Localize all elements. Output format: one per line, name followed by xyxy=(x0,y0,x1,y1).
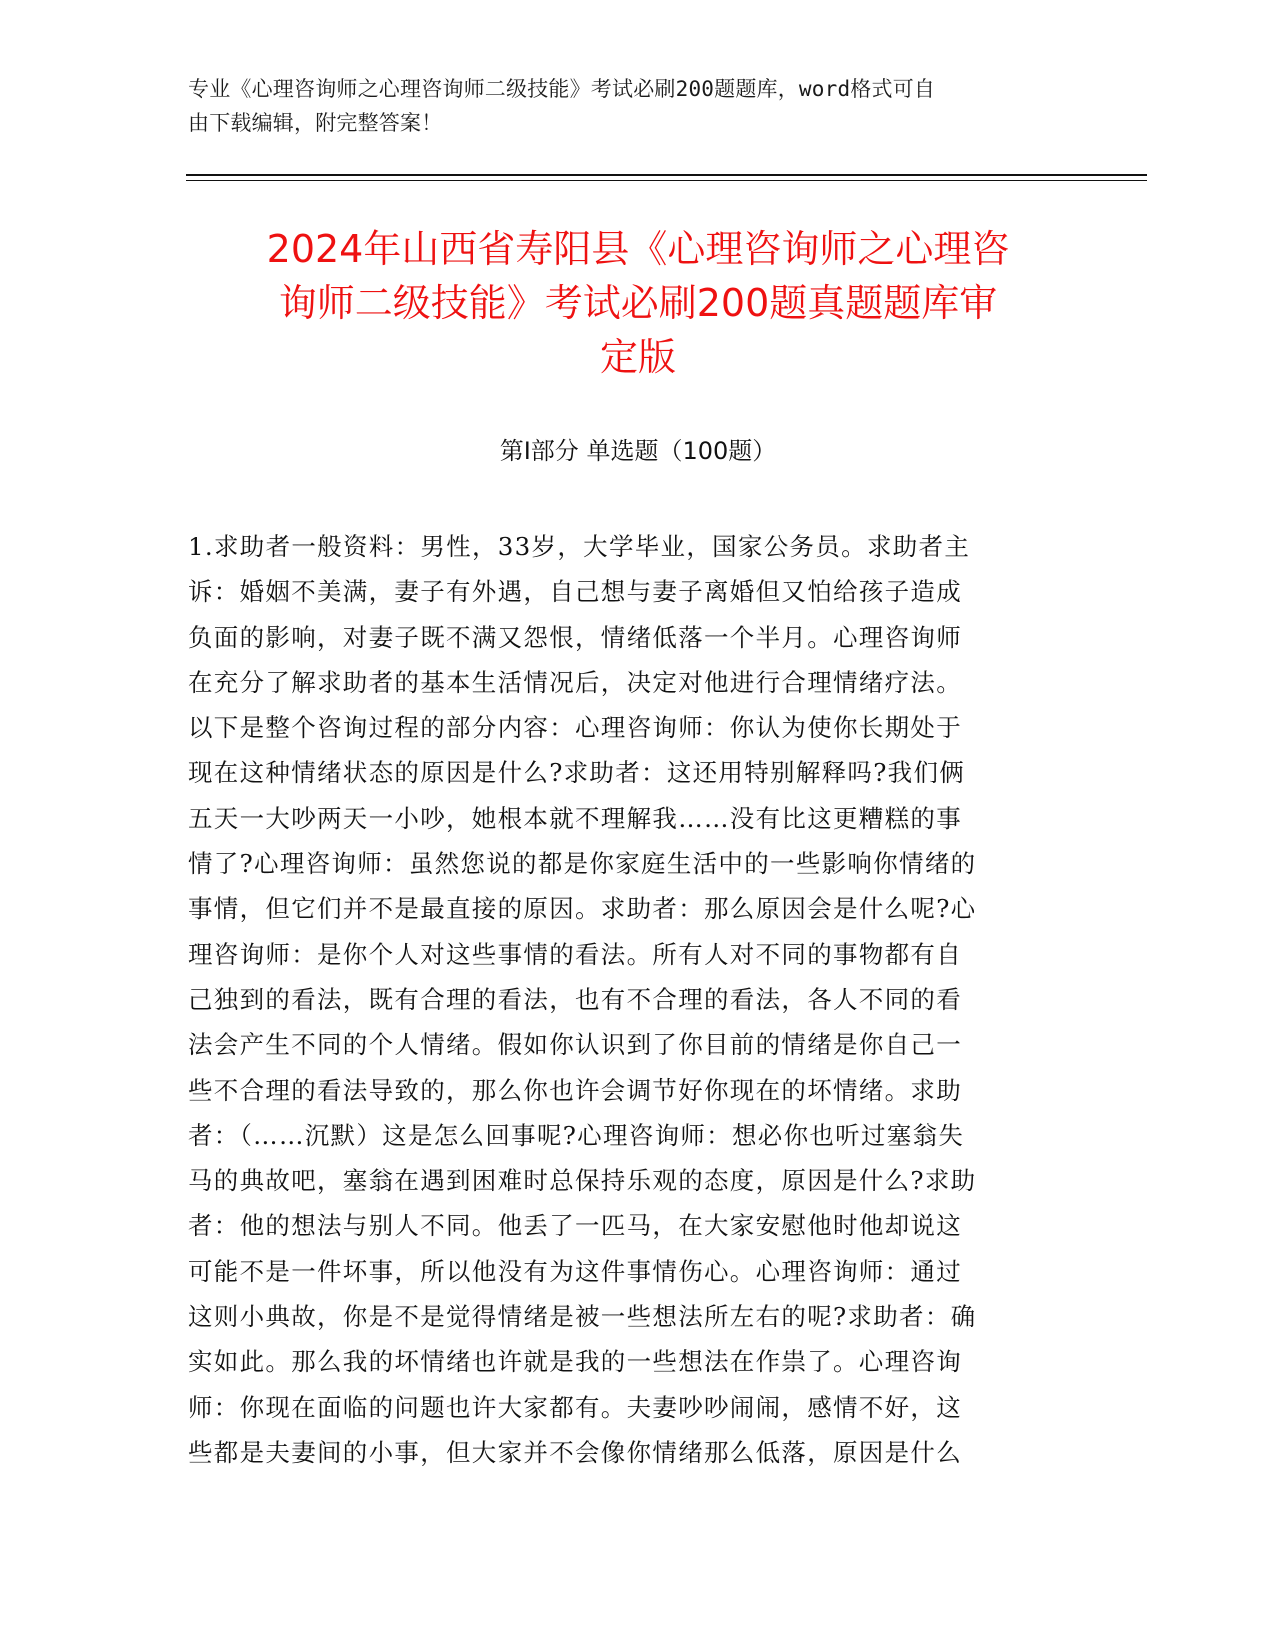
header-note xyxy=(188,72,1068,140)
header-divider-thick xyxy=(186,174,1147,176)
document-title xyxy=(188,222,1088,384)
header-divider-thin xyxy=(186,180,1147,181)
header-note-line: 由下载编辑，附完整答案！ xyxy=(188,111,443,135)
title-line: 2024年山西省寿阳县《心理咨询师之心理咨 xyxy=(266,227,1010,271)
section-heading: 第I部分 单选题（100题） xyxy=(499,437,777,465)
text-line: 1.求助者一般资料：男性，33岁，大学毕业，国家公务员。求助者主 xyxy=(188,532,971,561)
text-line: 情了?心理咨询师：虽然您说的都是你家庭生活中的一些影响你情绪的 xyxy=(188,849,977,879)
text-line: 者：他的想法与别人不同。他丢了一匹马，在大家安慰他时他却说这 xyxy=(188,1211,962,1241)
title-line: 询师二级技能》考试必刷200题真题题库审 xyxy=(278,281,998,325)
header-note-line: 专业《心理咨询师之心理咨询师二级技能》考试必刷200题题库，word格式可自 xyxy=(188,77,936,101)
text-line: 在充分了解求助者的基本生活情况后，决定对他进行合理情绪疗法。 xyxy=(188,667,962,697)
title-line: 定版 xyxy=(599,335,676,379)
text-line: 己独到的看法，既有合理的看法，也有不合理的看法，各人不同的看 xyxy=(188,984,962,1014)
text-line: 现在这种情绪状态的原因是什么?求助者：这还用特别解释吗?我们俩 xyxy=(188,758,966,788)
text-line: 五天一大吵两天一小吵，她根本就不理解我……没有比这更糟糕的事 xyxy=(188,803,962,833)
text-line: 法会产生不同的个人情绪。假如你认识到了你目前的情绪是你自己一 xyxy=(188,1030,962,1060)
question-1-text xyxy=(188,524,1068,1475)
text-line: 理咨询师：是你个人对这些事情的看法。所有人对不同的事物都有自 xyxy=(188,939,962,969)
text-line: 实如此。那么我的坏情绪也许就是我的一些想法在作祟了。心理咨询 xyxy=(188,1347,962,1377)
text-line: 负面的影响，对妻子既不满又怨恨，情绪低落一个半月。心理咨询师 xyxy=(188,622,962,652)
text-line: 可能不是一件坏事，所以他没有为这件事情伤心。心理咨询师：通过 xyxy=(188,1256,962,1286)
text-line: 以下是整个咨询过程的部分内容：心理咨询师：你认为使你长期处于 xyxy=(188,713,962,743)
text-line: 事情，但它们并不是最直接的原因。求助者：那么原因会是什么呢?心 xyxy=(188,894,977,924)
text-line: 者：（……沉默）这是怎么回事呢?心理咨询师：想必你也听过塞翁失 xyxy=(188,1120,965,1150)
text-line: 师：你现在面临的问题也许大家都有。夫妻吵吵闹闹，感情不好，这 xyxy=(188,1392,962,1422)
text-line: 些都是夫妻间的小事，但大家并不会像你情绪那么低落，原因是什么 xyxy=(188,1437,962,1467)
text-line: 马的典故吧，塞翁在遇到困难时总保持乐观的态度，原因是什么?求助 xyxy=(188,1166,977,1196)
text-line: 些不合理的看法导致的，那么你也许会调节好你现在的坏情绪。求助 xyxy=(188,1075,962,1105)
text-line: 诉：婚姻不美满，妻子有外遇，自己想与妻子离婚但又怕给孩子造成 xyxy=(188,577,962,607)
text-line: 这则小典故，你是不是觉得情绪是被一些想法所左右的呢?求助者：确 xyxy=(188,1302,977,1332)
